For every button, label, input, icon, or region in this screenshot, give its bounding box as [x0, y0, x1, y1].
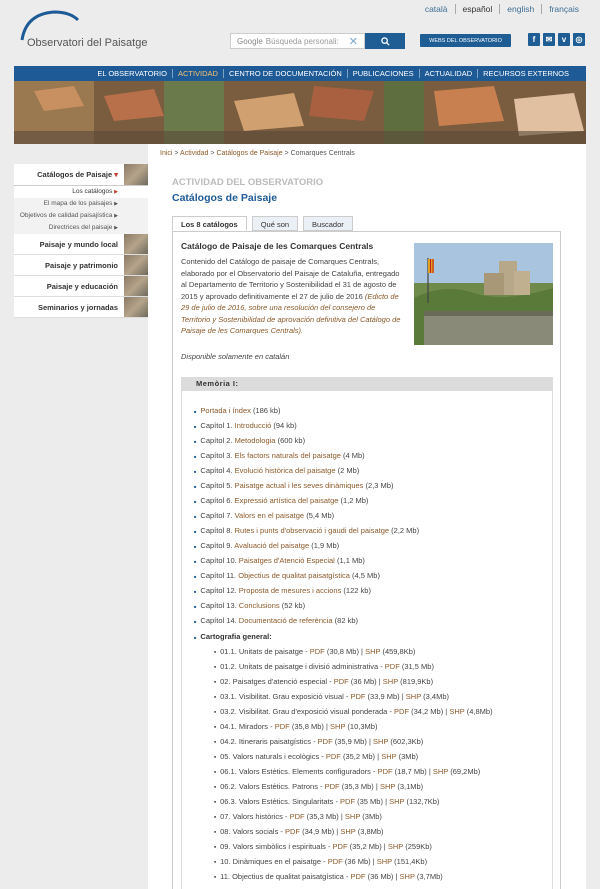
separator: |	[443, 707, 450, 716]
search-input[interactable]	[230, 33, 365, 49]
nav-item[interactable]: ACTIVIDAD	[172, 69, 223, 78]
triangle-right-icon: ▶	[114, 201, 118, 207]
main-content	[148, 144, 586, 889]
language-link[interactable]: english	[499, 4, 541, 14]
separator: |	[393, 872, 400, 881]
language-link[interactable]: français	[541, 4, 586, 14]
chapter-size: (52 kb)	[279, 601, 306, 610]
shp-size: (819,9Kb)	[398, 677, 434, 686]
cartografia-item	[214, 809, 493, 824]
shp-link[interactable]: SHP	[389, 797, 405, 806]
shp-size: (602,3Kb)	[388, 737, 424, 746]
cartografia-name: 03.1. Visibilitat. Grau exposició visual -	[220, 692, 351, 701]
chapter-prefix: Capítol 5.	[200, 481, 235, 490]
cartografia-item	[214, 689, 493, 704]
chapter-item	[194, 493, 419, 508]
chapter-link[interactable]: Paisatges d'Atenció Especial	[238, 556, 335, 565]
breadcrumb-sep: >	[208, 150, 217, 157]
sidebar-thumb	[124, 164, 148, 185]
shp-link[interactable]: SHP	[449, 707, 465, 716]
chapter-prefix: Capítol 4.	[200, 466, 235, 475]
chapter-prefix: Capítol 3.	[200, 451, 235, 460]
shp-size: (459,8Kb)	[380, 647, 416, 656]
separator: |	[399, 692, 406, 701]
google-brand: Google	[237, 36, 263, 46]
search-icon	[381, 37, 390, 46]
chapter-item	[194, 598, 419, 613]
separator: |	[323, 722, 331, 731]
breadcrumb-link[interactable]: Actividad	[180, 150, 209, 157]
pdf-size: (35,8 Mb)	[289, 722, 324, 731]
language-link[interactable]: català	[424, 4, 448, 14]
separator: |	[382, 797, 390, 806]
shp-size: (3,4Mb)	[421, 692, 450, 701]
shp-link[interactable]: SHP	[376, 857, 393, 866]
pdf-link[interactable]: PDF	[274, 722, 290, 731]
nav-item[interactable]: PUBLICACIONES	[347, 69, 419, 78]
shp-size: (151,4Kb)	[392, 857, 428, 866]
cartografia-name: 04.2. Itineraris paisatgístics -	[220, 737, 318, 746]
sidebar-section-label: Seminarios y jornadas	[37, 303, 118, 312]
search-button[interactable]	[365, 33, 405, 49]
chapter-item	[194, 403, 419, 418]
pdf-size: (35,9 Mb)	[332, 737, 367, 746]
shp-size: (3Mb)	[396, 752, 419, 761]
page-title: Catálogos de Paisaje	[172, 192, 278, 204]
section-title: ACTIVIDAD DEL OBSERVATORIO	[172, 177, 324, 188]
cartografia-list	[214, 644, 493, 884]
triangle-right-icon: ▶	[114, 213, 118, 219]
breadcrumb-link[interactable]: Inici	[160, 150, 173, 157]
chapter-prefix: Capítol 6.	[200, 496, 235, 505]
chapter-link[interactable]: Metodologia	[234, 436, 276, 445]
pdf-size: (18,7 Mb)	[392, 767, 427, 776]
chapter-size: (186 kb)	[250, 406, 281, 415]
social-links	[528, 33, 585, 46]
cartografia-item	[214, 674, 493, 689]
shp-size: (3,7Mb)	[414, 872, 443, 881]
chapter-item	[194, 568, 419, 583]
chapter-link[interactable]: Documentació de referència	[238, 616, 333, 625]
web-observatorio-button[interactable]: WEBS DEL OBSERVATORIO	[420, 34, 511, 47]
chapter-item	[194, 433, 419, 448]
triangle-right-icon: ▶	[114, 189, 118, 195]
cartografia-item	[214, 734, 493, 749]
cartografia-name: 05. Valors naturals i ecològics -	[220, 752, 326, 761]
chapter-link[interactable]: Rutes i punts d'observació i gaudi del paisatge	[234, 526, 390, 535]
shp-link[interactable]: SHP	[387, 842, 404, 851]
pdf-size: (35,2 Mb)	[340, 752, 376, 761]
vimeo-icon[interactable]: v	[558, 33, 570, 46]
header-banner-image	[14, 81, 586, 144]
tab-item[interactable]: Qué son	[252, 216, 298, 231]
nav-item[interactable]: EL OBSERVATORIO	[97, 69, 167, 78]
chapter-size: (4 Mb)	[340, 451, 365, 460]
nav-item[interactable]: CENTRO DE DOCUMENTACIÓN	[223, 69, 347, 78]
sidebar-subitem[interactable]	[14, 210, 148, 222]
chapter-prefix: Capítol 1.	[200, 421, 235, 430]
sidebar-section[interactable]	[14, 234, 148, 255]
chapter-link[interactable]: Introducció	[234, 421, 272, 430]
sidebar	[14, 144, 148, 889]
site-header	[0, 0, 600, 66]
cartografia-name: 01.1. Unitats de paisatge -	[220, 647, 310, 656]
cartografia-item	[214, 719, 493, 734]
sidebar-section[interactable]	[14, 255, 148, 276]
shp-size: (4,8Mb)	[464, 707, 493, 716]
shp-size: (3Mb)	[360, 812, 382, 821]
cartografia-item	[214, 869, 493, 884]
breadcrumb-sep: >	[172, 150, 181, 157]
sidebar-thumb	[124, 255, 148, 275]
breadcrumb-current: Comarques Centrals	[290, 150, 355, 157]
sidebar-section-label: Paisaje y mundo local	[39, 240, 118, 249]
pdf-size: (34,2 Mb)	[409, 707, 444, 716]
nav-item[interactable]: ACTUALIDAD	[419, 69, 478, 78]
chapter-link[interactable]: Proposta de mesures i accions	[238, 586, 342, 595]
sidebar-main-catalogos[interactable]	[14, 164, 148, 186]
shp-link[interactable]: SHP	[399, 872, 415, 881]
chapter-prefix: Capítol 13.	[200, 601, 239, 610]
tab-item[interactable]: Buscador	[303, 216, 353, 231]
cartografia-name: 10. Dinàmiques en el paisatge -	[220, 857, 328, 866]
chapter-item	[194, 448, 419, 463]
cartografia-item	[214, 794, 493, 809]
chapter-size: (1,2 Mb)	[338, 496, 369, 505]
chapter-prefix: Capítol 14.	[200, 616, 239, 625]
separator: |	[334, 827, 341, 836]
chapter-link[interactable]: Avaluació del paisatge	[234, 541, 310, 550]
cartografia-name: 06.1. Valors Estètics. Elements configuradors -	[220, 767, 378, 776]
search-placeholder: Búsqueda personali:	[265, 36, 339, 46]
sidebar-subitem[interactable]	[14, 186, 148, 198]
edict-link[interactable]: (Edicto de 29 de julio de 2016, sobre una resolución del consejero de Territorio y Sostenibilidad de aprovación definitiva del Catálogo de Paisaje de les Comarques Centrals).	[181, 291, 401, 335]
pdf-link[interactable]: PDF	[340, 797, 356, 806]
chapter-size: (122 kb)	[341, 586, 371, 595]
twitter-icon[interactable]: ✉	[543, 33, 555, 46]
pdf-link[interactable]: PDF	[333, 677, 349, 686]
chapter-item	[194, 508, 419, 523]
sidebar-thumb	[124, 234, 148, 254]
cartografia-item	[214, 839, 493, 854]
pdf-link[interactable]: PDF	[350, 872, 366, 881]
separator: |	[376, 677, 383, 686]
chapter-item	[194, 613, 419, 628]
cartografia-item	[214, 749, 493, 764]
sidebar-thumb	[124, 276, 148, 296]
shp-link[interactable]: SHP	[405, 692, 422, 701]
cartografia-name: 02. Paisatges d'atenció especial -	[220, 677, 334, 686]
chapter-size: (4,5 Mb)	[349, 571, 380, 580]
chapter-prefix: Capítol 2.	[200, 436, 235, 445]
pdf-link[interactable]: PDF	[325, 752, 341, 761]
shp-link[interactable]: SHP	[382, 677, 399, 686]
sidebar-subitem-label: Directrices del paisaje	[48, 224, 115, 231]
cartografia-item	[214, 659, 493, 674]
separator: |	[381, 842, 388, 851]
cartografia-item	[214, 644, 493, 659]
chapter-item	[194, 583, 419, 598]
chapter-link[interactable]: Els factors naturals del paisatge	[234, 451, 341, 460]
chapter-size: (1,1 Mb)	[334, 556, 365, 565]
cartografia-item	[214, 779, 493, 794]
shp-link[interactable]: SHP	[372, 737, 389, 746]
clear-icon[interactable]: ✕	[348, 36, 358, 48]
breadcrumb	[160, 150, 355, 157]
cartografia-name: 04.1. Miradors -	[220, 722, 275, 731]
chapter-prefix: Capítol 9.	[200, 541, 235, 550]
cartografia-name: 06.3. Valors Estètics. Singularitats -	[220, 797, 341, 806]
chapter-size: (2,3 Mb)	[363, 481, 394, 490]
availability-note: Disponible solamente en catalán	[181, 352, 290, 361]
chapter-list	[194, 403, 419, 628]
pdf-size: (30,8 Mb)	[324, 647, 359, 656]
chapter-link[interactable]: Conclusions	[238, 601, 280, 610]
language-switcher	[418, 4, 586, 14]
shp-link[interactable]: SHP	[330, 722, 346, 731]
sidebar-section[interactable]	[14, 276, 148, 297]
chapter-item	[194, 538, 419, 553]
sidebar-subitem[interactable]	[14, 222, 148, 234]
shp-link[interactable]: SHP	[344, 812, 361, 821]
chapter-prefix: Capítol 11.	[200, 571, 239, 580]
breadcrumb-link[interactable]: Catálogos de Paisaje	[216, 150, 283, 157]
shp-link[interactable]: SHP	[432, 767, 449, 776]
cartografia-title: ■ Cartografia general:	[194, 632, 272, 641]
pdf-link[interactable]: PDF	[377, 767, 393, 776]
shp-size: (69,2Mb)	[448, 767, 481, 776]
catalog-panel	[172, 231, 561, 889]
logo-text[interactable]: Observatori del Paisatge	[27, 37, 148, 49]
pdf-link[interactable]: PDF	[285, 827, 301, 836]
shp-link[interactable]: SHP	[381, 752, 397, 761]
pdf-size: (35,3 Mb)	[304, 812, 339, 821]
chapter-link[interactable]: Paisatge actual i les seves dinàmiques	[234, 481, 364, 490]
separator: |	[370, 857, 377, 866]
pdf-link[interactable]: PDF	[384, 662, 400, 671]
shp-size: (259Kb)	[403, 842, 432, 851]
language-link[interactable]: español	[455, 4, 500, 14]
sidebar-subitem[interactable]	[14, 198, 148, 210]
separator: |	[426, 767, 433, 776]
sidebar-subitem-label: Los catálogos	[72, 188, 115, 195]
chapter-prefix: Capítol 7.	[200, 511, 235, 520]
pdf-size: (35,2 Mb)	[347, 842, 382, 851]
separator: |	[375, 752, 382, 761]
catalog-title: Catálogo de Paisaje de les Comarques Centrals	[181, 241, 374, 251]
memoria-header: Memòria I:	[181, 377, 553, 391]
chapter-item	[194, 463, 419, 478]
chapter-size: (94 kb)	[271, 421, 297, 430]
chapter-link[interactable]: Expressió artística del paisatge	[234, 496, 339, 505]
description-text: Contenido del Catálogo de paisaje de Comarques Centrals, elaborado por el Observatorio del Paisaje de Cataluña, entregado al Departamento de Territorio y Sostenibilidad el 31 de agosto de 2015 y aprovado definitivamente el 27 de julio de 2016	[181, 257, 400, 301]
chapter-item	[194, 418, 419, 433]
chapter-link[interactable]: Valors en el paisatge	[234, 511, 305, 520]
shp-size: (3,1Mb)	[395, 782, 424, 791]
pdf-link[interactable]: PDF	[289, 812, 305, 821]
pdf-link[interactable]: PDF	[350, 692, 366, 701]
sidebar-section-label: Paisaje y patrimonio	[45, 261, 118, 270]
tabs	[172, 216, 358, 231]
shp-link[interactable]: SHP	[365, 647, 381, 656]
chapter-item	[194, 523, 419, 538]
chapter-size: (2,2 Mb)	[389, 526, 420, 535]
chapter-size: (1,9 Mb)	[309, 541, 340, 550]
nav-item[interactable]: RECURSOS EXTERNOS	[477, 69, 574, 78]
shp-link[interactable]: SHP	[379, 782, 396, 791]
cartografia-item	[214, 824, 493, 839]
chapter-prefix: Capítol 8.	[200, 526, 235, 535]
chapter-link[interactable]: Evolució històrica del paisatge	[234, 466, 336, 475]
tab-item[interactable]: Los 8 catálogos	[172, 216, 247, 231]
shp-size: (10,3Mb)	[345, 722, 378, 731]
sidebar-section-label: Paisaje y educación	[46, 282, 118, 291]
cartografia-name: 08. Valors socials -	[220, 827, 286, 836]
pdf-link[interactable]: PDF	[324, 782, 340, 791]
separator: |	[373, 782, 380, 791]
caret-down-icon: ▾	[114, 170, 118, 179]
pdf-size: (35 Mb)	[355, 797, 383, 806]
cartografia-name: 07. Valors històrics -	[220, 812, 290, 821]
chapter-size: (82 kb)	[332, 616, 359, 625]
pdf-size: (35,3 Mb)	[339, 782, 374, 791]
facebook-icon[interactable]: f	[528, 33, 540, 46]
chapter-item	[194, 478, 419, 493]
cartografia-name: 01.2. Unitats de paisatge i divisió administrativa -	[220, 662, 385, 671]
triangle-right-icon: ▶	[114, 225, 118, 231]
separator: |	[366, 737, 373, 746]
shp-size: (3,8Mb)	[355, 827, 384, 836]
pdf-size: (31,5 Mb)	[399, 662, 434, 671]
chapter-link[interactable]: Objectius de qualitat paisatgística	[238, 571, 350, 580]
pdf-link[interactable]: PDF	[309, 647, 325, 656]
cartografia-name: 03.2. Visibilitat. Grau d'exposició visual ponderada -	[220, 707, 395, 716]
cartografia-item	[214, 854, 493, 869]
catalog-photo	[414, 243, 553, 345]
shp-size: (132,7Kb)	[404, 797, 440, 806]
pdf-link[interactable]: PDF	[317, 737, 333, 746]
sidebar-main-label: Catálogos de Paisaje	[37, 170, 113, 179]
main-nav	[14, 66, 586, 81]
cartografia-name: 06.2. Valors Estètics. Patrons -	[220, 782, 325, 791]
pdf-link[interactable]: PDF	[332, 842, 348, 851]
pdf-size: (36 Mb)	[348, 677, 377, 686]
sidebar-section[interactable]	[14, 297, 148, 318]
breadcrumb-sep: >	[282, 150, 291, 157]
chapter-prefix: Capítol 12.	[200, 586, 239, 595]
sidebar-subitem-label: El mapa de los paisajes	[43, 200, 115, 207]
catalog-description	[181, 256, 406, 337]
memoria-box	[181, 391, 553, 889]
separator: |	[358, 647, 366, 656]
chapter-link[interactable]: Portada i índex	[200, 406, 251, 415]
pdf-link[interactable]: PDF	[327, 857, 343, 866]
cartografia-item	[214, 704, 493, 719]
pdf-link[interactable]: PDF	[394, 707, 410, 716]
pdf-size: (36 Mb)	[342, 857, 371, 866]
pdf-size: (34,9 Mb)	[300, 827, 335, 836]
sidebar-subitem-label: Objetivos de calidad paisajística	[19, 212, 115, 219]
shp-link[interactable]: SHP	[340, 827, 356, 836]
chapter-size: (5,4 Mb)	[304, 511, 335, 520]
cartografia-name: 09. Valors simbòlics i espirituals -	[220, 842, 333, 851]
chapter-prefix: Capítol 10.	[200, 556, 239, 565]
pdf-size: (33,9 Mb)	[365, 692, 400, 701]
chapter-size: (600 kb)	[275, 436, 306, 445]
sidebar-thumb	[124, 297, 148, 317]
cartografia-name: 11. Objectius de qualitat paisatgística -	[220, 872, 351, 881]
pdf-size: (36 Mb)	[365, 872, 394, 881]
separator: |	[338, 812, 345, 821]
cartografia-item	[214, 764, 493, 779]
chapter-item	[194, 553, 419, 568]
instagram-icon[interactable]: ◎	[573, 33, 585, 46]
chapter-size: (2 Mb)	[335, 466, 360, 475]
